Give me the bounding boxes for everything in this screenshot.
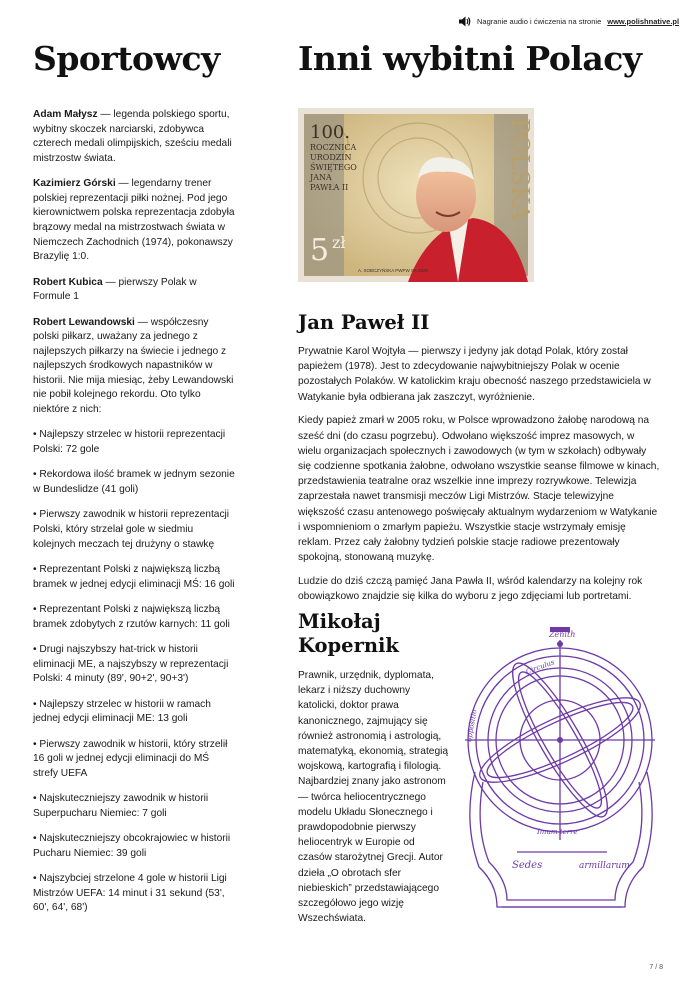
- sports-column: [33, 108, 236, 927]
- record-item: • Najlepszy strzelec w historii reprezentacji Polski: 72 gole: [33, 429, 226, 456]
- record-item: • Pierwszy zawodnik w historii reprezentacji Polski, który strzelał gole w siedmiu kolejnych meczach tej drużyny o stawkę: [33, 509, 230, 550]
- kubica-entry: Robert Kubica — pierwszy Polak w Formule 1: [33, 276, 197, 303]
- kop-title: Mikołaj Kopernik: [298, 610, 399, 658]
- svg-text:A. SOBCZYŃSKA PWPW SA 2020: A. SOBCZYŃSKA PWPW SA 2020: [358, 268, 429, 273]
- svg-text:ROCZNICA: ROCZNICA: [310, 143, 357, 152]
- svg-text:5: 5: [310, 233, 330, 268]
- record-item: • Najskuteczniejszy obcokrajowiec w historii Pucharu Niemiec: 39 goli: [33, 833, 231, 859]
- record-item: • Drugi najszybszy hat-trick w historii eliminacji ME, a najszybszy w reprezentacji Polski: 4 minuty (89', 90+2', 90+3'): [33, 643, 229, 685]
- svg-text:Zenith: Zenith: [549, 630, 576, 639]
- record-item: • Reprezentant Polski z największą liczbą bramek w jednej edycji eliminacji MŚ: 16 goli: [33, 564, 235, 590]
- svg-text:oppositio: oppositio: [465, 708, 479, 743]
- audio-note: [458, 16, 679, 27]
- svg-text:zł: zł: [332, 233, 346, 252]
- sportowcy-title: Sportowcy: [33, 39, 220, 78]
- site-link[interactable]: www.polishnative.pl: [607, 17, 680, 26]
- armillary-sphere-image: [457, 622, 667, 920]
- jp-text: [298, 344, 660, 613]
- svg-text:Imum terre: Imum terre: [537, 828, 578, 836]
- svg-text:armillarum: armillarum: [579, 861, 630, 871]
- svg-text:JANA: JANA: [310, 173, 332, 182]
- record-item: • Rekordowa ilość bramek w jednym sezonie w Bundeslidze (41 goli): [33, 469, 235, 496]
- paragraph: Prawnik, urzędnik, dyplomata, lekarz i niższy duchowny katolicki, doktor prawa kanonicznego, zajmujący się również astronomią i astrologią, matematyką, ekonomią, strategią wojskową, kartografią i filologią. Najbardziej znany jako astronom — twórca heliocentrycznego modelu Układu Słonecznego i prawdopodobnie pierwszy heliocentryk w Europie od czasów starożytnej Grecji. Autor dzieła „O obrotach sfer niebieskich” przedstawiającego szczegółowo jego wizję Wszechświata.: [298, 670, 449, 925]
- svg-text:Circulus: Circulus: [524, 658, 556, 676]
- malysz-entry: Adam Małysz — legenda polskiego sportu, wybitny skoczek narciarski, zdobywca czterech medali olimpijskich, sześciu medali mistrzostw świata.: [33, 109, 232, 164]
- speaker-icon: [458, 16, 471, 27]
- svg-text:100.: 100.: [310, 122, 351, 143]
- jp-title: Jan Paweł II: [298, 311, 430, 334]
- svg-text:ŚWIĘTEGO: ŚWIĘTEGO: [310, 163, 357, 172]
- paragraph: Kiedy papież zmarł w 2005 roku, w Polsce wprowadzono żałobę narodową na sześć dni (do czasu pogrzebu). Odwołano większość imprez masowych, w wielu organizacjach społecznych i zawodowych (w tym w szkołach) odbywały się codzienne spotkania żałobne, odwołano wszystkie seanse filmowe w kinach, przedstawienia teatralne oraz wszelkie inne imprezy rozrywkowe. Telewizja zaprzestała nawet transmisji meczów Ligi Mistrzów. Stacje telewizyjne większość czasu antenowego poświęcały aktualnym wydarzeniom w Watykanie i wspomnieniom o zmarłym papieżu. Wszystkie stacje wstrzymały emisję reklam. Przez cały żałobny tydzień polskie stacje radiowe prezentowały spokojną, stonowaną muzykę.: [298, 415, 660, 564]
- record-item: • Reprezentant Polski z największą liczbą bramek zdobytych z rzutów karnych: 11 goli: [33, 604, 230, 630]
- record-item: • Najszybciej strzelone 4 gole w historii Ligi Mistrzów UEFA: 14 minut i 31 sekund (53', 60', 64', 68'): [33, 873, 227, 914]
- record-item: • Najskuteczniejszy zawodnik w historii Superpucharu Niemiec: 7 goli: [33, 793, 209, 819]
- audio-note-text: Nagranie audio i ćwiczenia na stronie: [477, 17, 602, 26]
- postage-stamp-image: [298, 108, 534, 282]
- record-item: • Najlepszy strzelec w historii w ramach jednej edycji eliminacji ME: 13 goli: [33, 698, 211, 725]
- lewandowski-entry: Robert Lewandowski — współczesny polski piłkarz, uważany za jednego z najlepszych piłkarzy na świecie i jednego z najlepszych środkowych napastników w historii. Nie mija miesiąc, żeby Lewandowski nie pobił kolejnego rekordu. Oto tylko niektóre z nich:: [33, 316, 234, 416]
- inni-title: Inni wybitni Polacy: [298, 39, 642, 78]
- gorski-entry: Kazimierz Górski — legendarny trener polskiej reprezentacji piłki nożnej. Pod jego kierownictwem polska reprezentacja zdobyła brązowy medal na mistrzostwach świata w Niemczech Zachodnich (1974), pokonawszy Brazylię 1:0.: [33, 178, 235, 263]
- svg-text:PAWŁA II: PAWŁA II: [310, 183, 349, 192]
- kop-text: [298, 668, 450, 935]
- svg-text:POLSKA: POLSKA: [506, 118, 534, 221]
- page-number: 7 / 8: [649, 964, 663, 971]
- record-item: • Pierwszy zawodnik w historii, który strzelił 16 goli w jednej edycji eliminacji do MŚ strefy UEFA: [33, 738, 228, 779]
- svg-text:Sedes: Sedes: [512, 860, 543, 871]
- paragraph: Ludzie do dziś czczą pamięć Jana Pawła II, wśród kalendarzy na kolejny rok obowiązkowo znajdzie się kilka do wyboru z jego zdjęciami lub portretami.: [298, 576, 643, 603]
- svg-text:URODZIN: URODZIN: [310, 153, 352, 162]
- paragraph: Prywatnie Karol Wojtyła — pierwszy i jedyny jak dotąd Polak, który został papieżem (1978). Jest to zdecydowanie najwybitniejszy Polak w ocenie pozostałych Polaków. W katolickim kraju obecność naszego przedstawiciela w Watykanie była odbierana jak zaszczyt, wyróżnienie.: [298, 346, 651, 403]
